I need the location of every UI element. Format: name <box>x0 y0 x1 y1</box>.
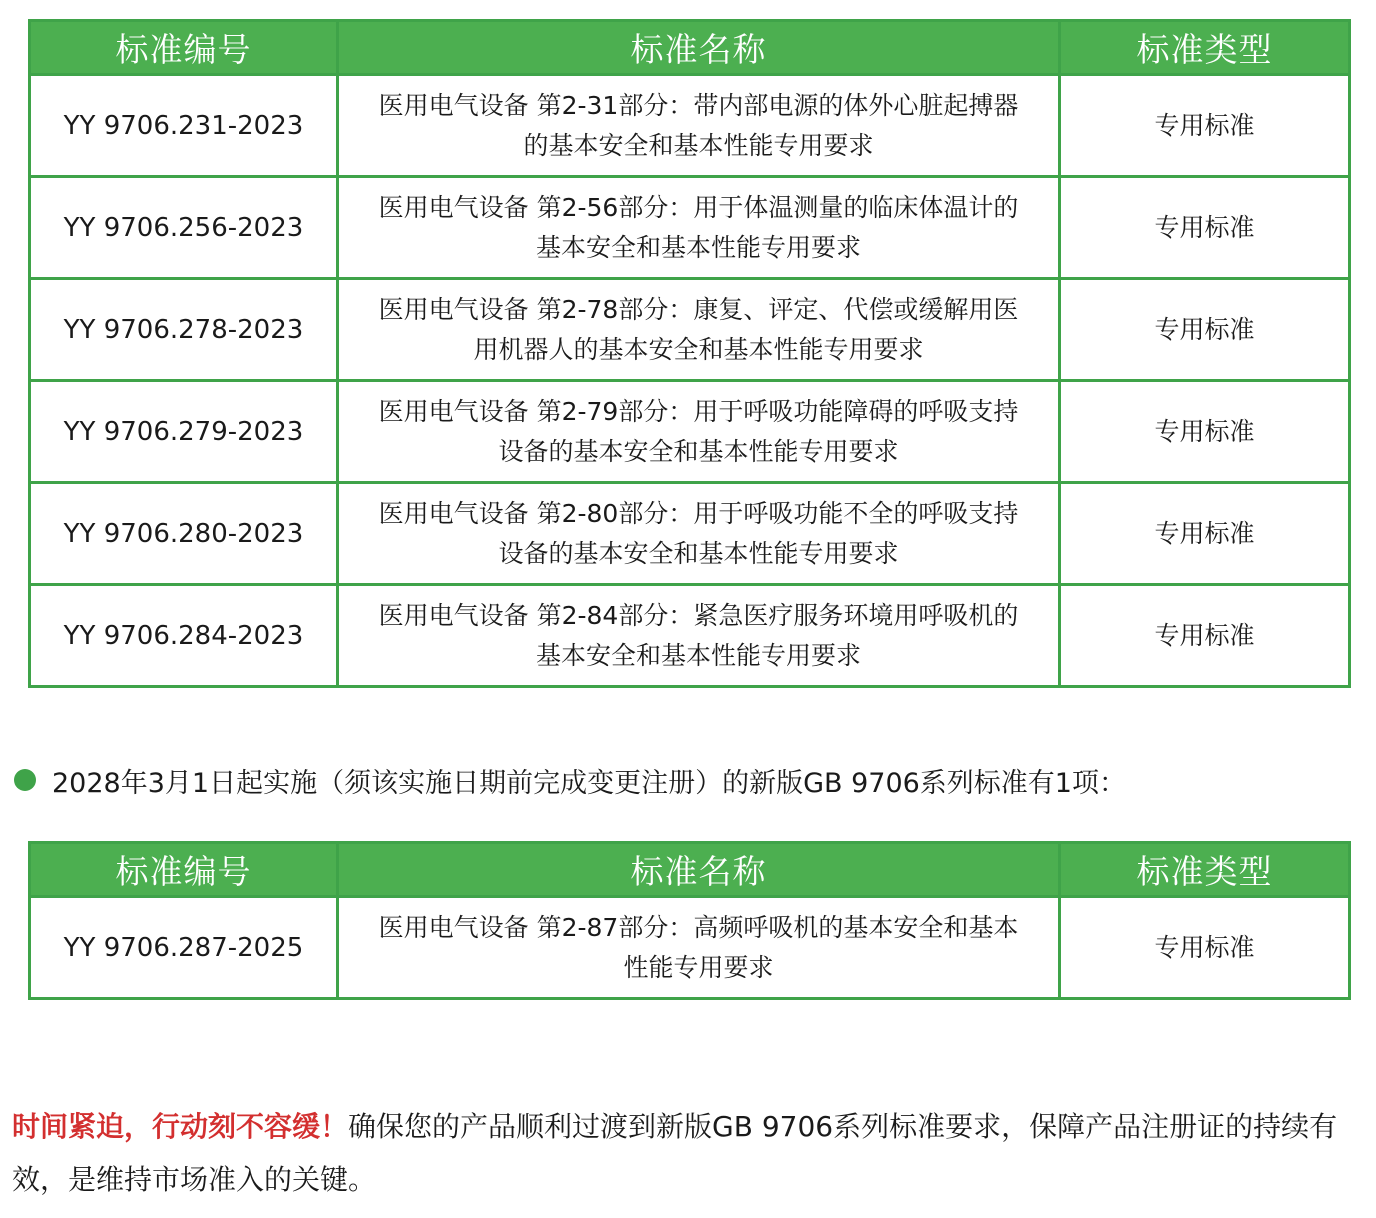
standards-table-2023 <box>28 19 1351 688</box>
table-row <box>30 75 1350 177</box>
closing-text: 确保您的产品顺利过渡到新版GB 9706系列标准要求，保障产品注册证的持续有效，是维持市场准入的关键。 <box>12 1110 1338 1196</box>
standard-name <box>338 897 1060 999</box>
closing-paragraph <box>12 1100 1368 1206</box>
standard-name-line: 性能专用要求 <box>623 952 774 982</box>
header-standard-number: 标准编号 <box>30 21 338 75</box>
standard-number: YY 9706.231-2023 <box>30 75 338 177</box>
standard-name-line: 医用电气设备 第2-84部分：紧急医疗服务环境用呼吸机的 <box>378 600 1019 630</box>
table-row <box>30 483 1350 585</box>
table-row <box>30 585 1350 687</box>
standard-type: 专用标准 <box>1060 483 1350 585</box>
standards-table-2025 <box>28 841 1351 1000</box>
header-standard-name: 标准名称 <box>338 21 1060 75</box>
standard-name <box>338 75 1060 177</box>
standard-number: YY 9706.287-2025 <box>30 897 338 999</box>
standard-name-line: 医用电气设备 第2-56部分：用于体温测量的临床体温计的 <box>378 192 1019 222</box>
header-standard-number: 标准编号 <box>30 843 338 897</box>
standard-type: 专用标准 <box>1060 585 1350 687</box>
standard-number: YY 9706.256-2023 <box>30 177 338 279</box>
standard-number: YY 9706.279-2023 <box>30 381 338 483</box>
standard-name-line: 医用电气设备 第2-87部分：高频呼吸机的基本安全和基本 <box>378 912 1019 942</box>
table-row <box>30 897 1350 999</box>
standard-name-line: 用机器人的基本安全和基本性能专用要求 <box>473 334 924 364</box>
standard-number: YY 9706.284-2023 <box>30 585 338 687</box>
table-header-row <box>30 21 1350 75</box>
standard-type: 专用标准 <box>1060 75 1350 177</box>
standard-type: 专用标准 <box>1060 381 1350 483</box>
standard-type: 专用标准 <box>1060 177 1350 279</box>
standard-name-line: 医用电气设备 第2-79部分：用于呼吸功能障碍的呼吸支持 <box>378 396 1019 426</box>
standard-name <box>338 279 1060 381</box>
table-header-row <box>30 843 1350 897</box>
standard-name-line: 基本安全和基本性能专用要求 <box>535 232 861 262</box>
standard-name-line: 医用电气设备 第2-80部分：用于呼吸功能不全的呼吸支持 <box>378 498 1019 528</box>
table-row <box>30 279 1350 381</box>
standard-name-line: 基本安全和基本性能专用要求 <box>535 640 861 670</box>
standard-name-line: 设备的基本安全和基本性能专用要求 <box>498 538 899 568</box>
standard-name <box>338 483 1060 585</box>
bullet-paragraph <box>14 760 1126 800</box>
urgent-emphasis: 时间紧迫，行动刻不容缓！ <box>12 1110 349 1143</box>
standard-name-line: 医用电气设备 第2-31部分：带内部电源的体外心脏起搏器 <box>378 90 1019 120</box>
standard-name <box>338 381 1060 483</box>
standard-name-line: 医用电气设备 第2-78部分：康复、评定、代偿或缓解用医 <box>378 294 1019 324</box>
standard-name-line: 的基本安全和基本性能专用要求 <box>523 130 874 160</box>
standard-type: 专用标准 <box>1060 897 1350 999</box>
table-row <box>30 177 1350 279</box>
standard-name <box>338 585 1060 687</box>
standard-type: 专用标准 <box>1060 279 1350 381</box>
header-standard-type: 标准类型 <box>1060 843 1350 897</box>
standard-name-line: 设备的基本安全和基本性能专用要求 <box>498 436 899 466</box>
table-row <box>30 381 1350 483</box>
bullet-dot-icon <box>14 769 36 791</box>
standard-number: YY 9706.278-2023 <box>30 279 338 381</box>
header-standard-type: 标准类型 <box>1060 21 1350 75</box>
standard-number: YY 9706.280-2023 <box>30 483 338 585</box>
standard-name <box>338 177 1060 279</box>
bullet-text: 2028年3月1日起实施（须该实施日期前完成变更注册）的新版GB 9706系列标准有1项： <box>52 767 1126 799</box>
header-standard-name: 标准名称 <box>338 843 1060 897</box>
